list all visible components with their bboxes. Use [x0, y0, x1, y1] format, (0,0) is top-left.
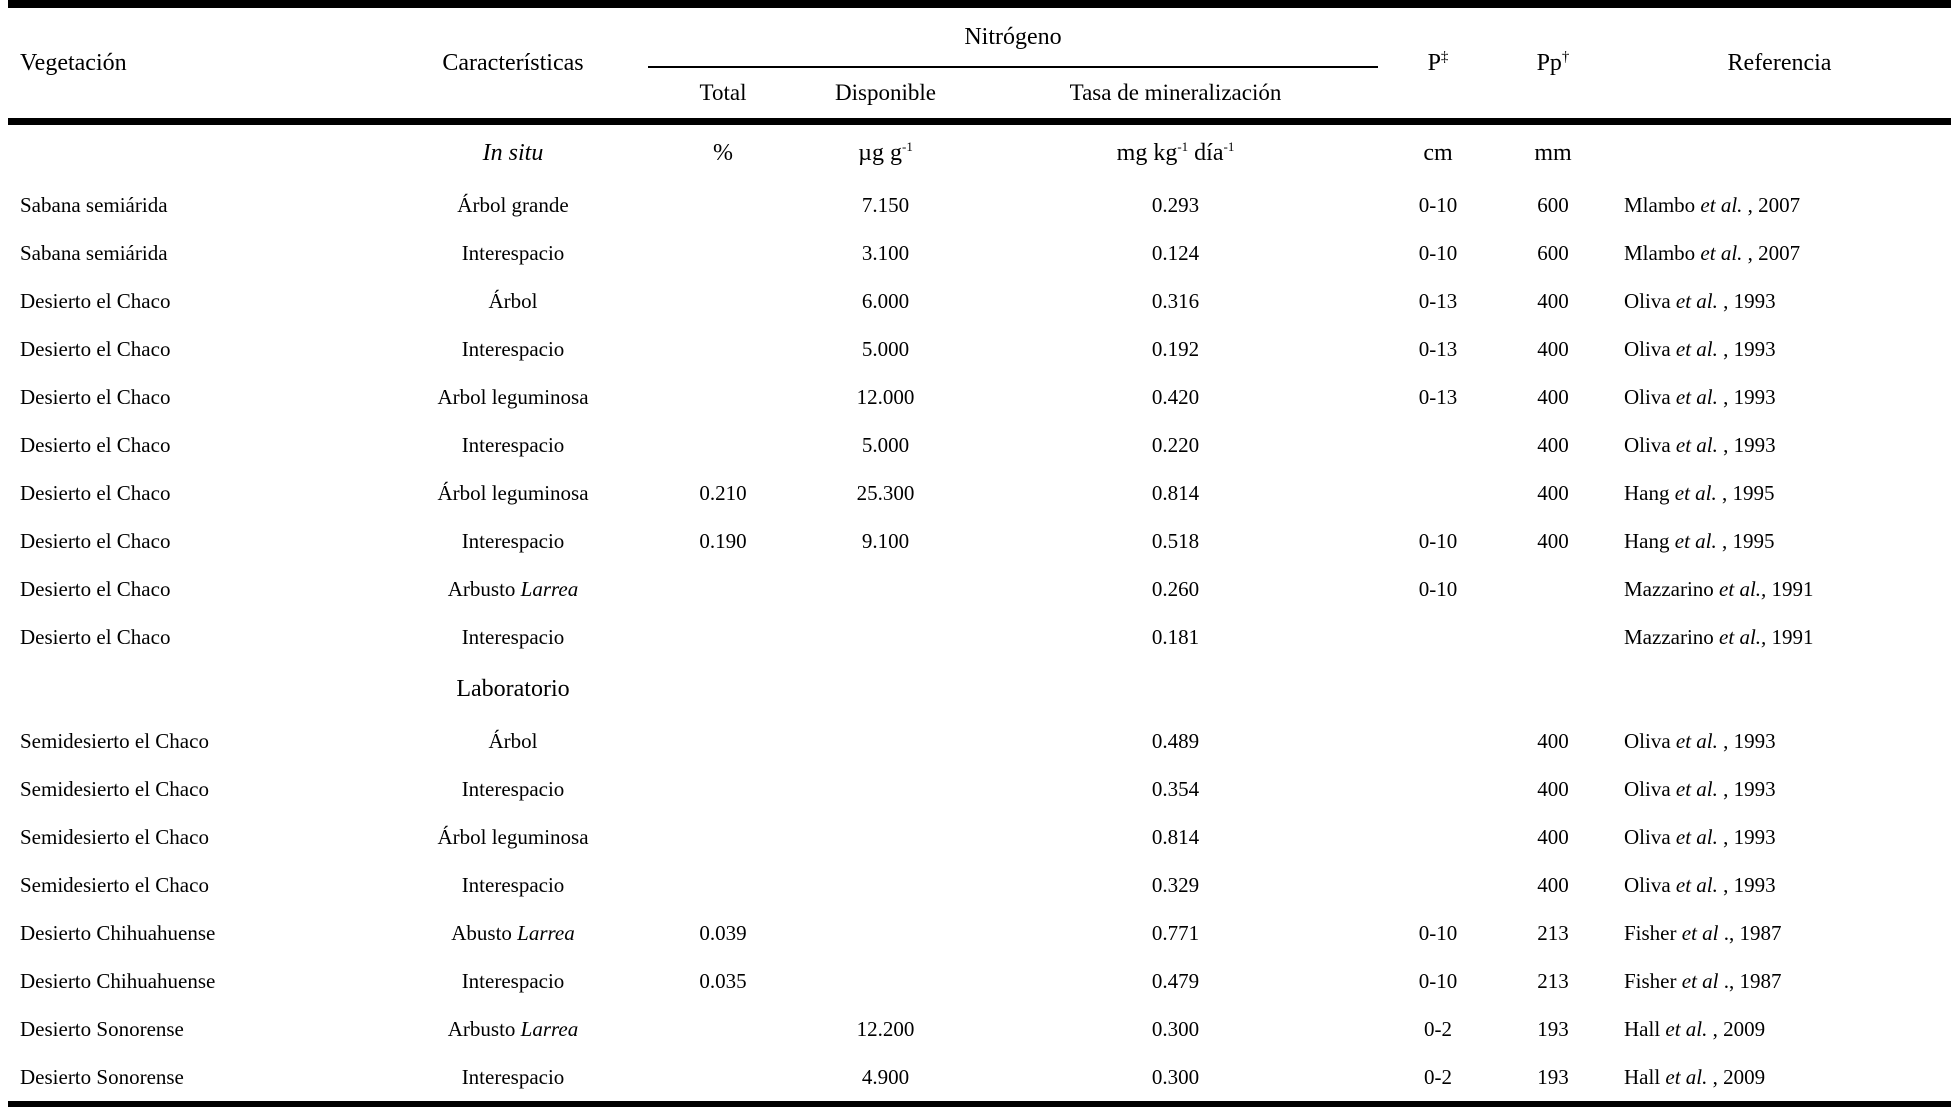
- cell-tasa-mineralizacion: [973, 661, 1378, 717]
- cell-caracteristicas: Árbol leguminosa: [437, 480, 589, 505]
- cell-pp: 400: [1537, 384, 1569, 409]
- cell-total: [648, 565, 798, 613]
- cell-referencia: [1608, 661, 1951, 717]
- table-row: [8, 421, 1951, 469]
- cell-vegetacion: Sabana semiárida: [20, 240, 168, 265]
- cell-referencia: Fisher et al ., 1987: [1624, 968, 1782, 993]
- table-row: [8, 181, 1951, 229]
- cell-pp: 213: [1537, 968, 1569, 993]
- cell-p: [1378, 469, 1498, 517]
- header-row-top: [8, 4, 1951, 67]
- table-row: [8, 325, 1951, 373]
- cell-caracteristicas: Abusto Larrea: [451, 920, 575, 945]
- cell-tasa-mineralizacion: 0.293: [1151, 192, 1200, 217]
- cell-disponible: [798, 765, 973, 813]
- cell-caracteristicas: Árbol: [488, 728, 538, 753]
- cell-total: [648, 181, 798, 229]
- cell-tasa-mineralizacion: 0.181: [1151, 624, 1200, 649]
- cell-vegetacion: Desierto el Chaco: [20, 384, 171, 409]
- cell-p: [1378, 861, 1498, 909]
- cell-vegetacion: Desierto Chihuahuense: [20, 920, 216, 945]
- cell-disponible: 3.100: [861, 240, 910, 265]
- cell-pp: 193: [1537, 1016, 1569, 1041]
- col-header-p: [1378, 4, 1498, 122]
- cell-disponible: 7.150: [861, 192, 910, 217]
- cell-total: [648, 1053, 798, 1106]
- cell-p: [1378, 813, 1498, 861]
- table-row: [8, 613, 1951, 661]
- table-row: [8, 517, 1951, 565]
- cell-p: 0-13: [1418, 288, 1458, 313]
- cell-total: 0.190: [699, 528, 747, 553]
- col-header-disponible: Disponible: [835, 80, 936, 105]
- table-row: [8, 957, 1951, 1005]
- cell-total: [648, 813, 798, 861]
- col-group-nitrogeno: [648, 4, 1378, 67]
- cell-tasa-mineralizacion: mg $kg^{-1}$ día$^{-1}$: [1116, 138, 1235, 166]
- cell-pp: [1498, 613, 1608, 661]
- table-row: [8, 813, 1951, 861]
- cell-p: cm: [1423, 139, 1453, 166]
- cell-vegetacion: Semidesierto el Chaco: [20, 728, 209, 753]
- cell-vegetacion: Desierto Sonorense: [20, 1016, 184, 1041]
- cell-tasa-mineralizacion: 0.814: [1151, 824, 1200, 849]
- table-row: [8, 1005, 1951, 1053]
- cell-total: [648, 277, 798, 325]
- col-header-referencia: Referencia: [1727, 49, 1832, 76]
- col-header-vegetacion: Vegetación: [20, 49, 127, 76]
- cell-referencia: Oliva et al. , 1993: [1624, 384, 1776, 409]
- cell-total: 0.210: [699, 480, 747, 505]
- cell-caracteristicas: Árbol leguminosa: [437, 824, 589, 849]
- cell-tasa-mineralizacion: 0.354: [1151, 776, 1200, 801]
- cell-tasa-mineralizacion: 0.771: [1151, 920, 1200, 945]
- cell-referencia: Hang et al. , 1995: [1624, 480, 1775, 505]
- cell-disponible: 5.000: [861, 432, 910, 457]
- cell-referencia: Oliva et al. , 1993: [1624, 288, 1776, 313]
- cell-tasa-mineralizacion: 0.489: [1151, 728, 1200, 753]
- cell-total: [648, 861, 798, 909]
- cell-caracteristicas: Arbol leguminosa: [437, 384, 589, 409]
- cell-total: [648, 421, 798, 469]
- cell-pp: [1498, 661, 1608, 717]
- cell-referencia: [1608, 122, 1951, 182]
- cell-pp: 213: [1537, 920, 1569, 945]
- cell-referencia: Oliva et al. , 1993: [1624, 336, 1776, 361]
- cell-disponible: 9.100: [861, 528, 910, 553]
- cell-caracteristicas: Interespacio: [461, 336, 565, 361]
- cell-pp: 400: [1537, 824, 1569, 849]
- cell-pp: 400: [1537, 776, 1569, 801]
- dagger-footnote-mark: †: [1561, 48, 1570, 65]
- cell-referencia: Mlambo et al. , 2007: [1624, 240, 1801, 265]
- cell-disponible: [798, 861, 973, 909]
- cell-p: 0-10: [1418, 240, 1458, 265]
- cell-disponible: µg $g^{-1}$: [858, 138, 913, 166]
- section-row-in-situ: [8, 122, 1951, 182]
- cell-vegetacion: Desierto Chihuahuense: [20, 968, 216, 993]
- cell-referencia: Mazzarino et al., 1991: [1624, 576, 1814, 601]
- col-header-tasa-mineralizacion: Tasa de mineralización: [1069, 80, 1282, 105]
- nitrogeno-label: Nitrógeno: [964, 23, 1062, 50]
- cell-vegetacion: [8, 661, 378, 717]
- cell-total: %: [713, 139, 733, 166]
- cell-referencia: Oliva et al. , 1993: [1624, 776, 1776, 801]
- cell-vegetacion: Semidesierto el Chaco: [20, 824, 209, 849]
- cell-tasa-mineralizacion: 0.192: [1151, 336, 1200, 361]
- cell-pp: 193: [1537, 1064, 1569, 1089]
- table-row: [8, 277, 1951, 325]
- cell-total: [648, 661, 798, 717]
- p-label: P: [1427, 49, 1441, 76]
- cell-caracteristicas: Laboratorio: [456, 675, 570, 702]
- cell-pp: 400: [1537, 872, 1569, 897]
- cell-disponible: 25.300: [856, 480, 915, 505]
- table-body: [8, 122, 1951, 1107]
- cell-referencia: Hang et al. , 1995: [1624, 528, 1775, 553]
- table-row: [8, 565, 1951, 613]
- col-header-caracteristicas: Características: [442, 49, 584, 76]
- table-row: [8, 861, 1951, 909]
- cell-caracteristicas: Arbusto Larrea: [447, 1016, 579, 1041]
- cell-disponible: [798, 813, 973, 861]
- cell-pp: 400: [1537, 336, 1569, 361]
- cell-tasa-mineralizacion: 0.124: [1151, 240, 1200, 265]
- cell-pp: mm: [1534, 139, 1572, 166]
- cell-caracteristicas: Interespacio: [461, 240, 565, 265]
- cell-total: 0.039: [699, 920, 747, 945]
- cell-disponible: [798, 565, 973, 613]
- cell-p: 0-10: [1418, 528, 1458, 553]
- cell-total: [648, 717, 798, 765]
- cell-tasa-mineralizacion: 0.814: [1151, 480, 1200, 505]
- cell-total: [648, 765, 798, 813]
- cell-pp: 400: [1537, 528, 1569, 553]
- cell-caracteristicas: Interespacio: [461, 1064, 565, 1089]
- cell-caracteristicas: Interespacio: [461, 968, 565, 993]
- cell-vegetacion: Desierto el Chaco: [20, 624, 171, 649]
- cell-disponible: 6.000: [861, 288, 910, 313]
- col-header-pp: [1498, 4, 1608, 122]
- nitrogen-mineralization-table: [8, 0, 1951, 1107]
- cell-vegetacion: Desierto el Chaco: [20, 336, 171, 361]
- cell-vegetacion: Desierto Sonorense: [20, 1064, 184, 1089]
- cell-pp: 400: [1537, 480, 1569, 505]
- cell-vegetacion: Desierto el Chaco: [20, 432, 171, 457]
- table-header: [8, 4, 1951, 122]
- cell-p: [1378, 421, 1498, 469]
- double-dagger-footnote-mark: ‡: [1440, 48, 1449, 65]
- cell-caracteristicas: Interespacio: [461, 624, 565, 649]
- cell-referencia: Hall et al. , 2009: [1624, 1016, 1766, 1041]
- cell-tasa-mineralizacion: 0.260: [1151, 576, 1200, 601]
- cell-p: 0-13: [1418, 336, 1458, 361]
- cell-disponible: [798, 717, 973, 765]
- cell-tasa-mineralizacion: 0.479: [1151, 968, 1200, 993]
- cell-pp: 400: [1537, 432, 1569, 457]
- cell-total: [648, 1005, 798, 1053]
- cell-caracteristicas: Interespacio: [461, 432, 565, 457]
- cell-tasa-mineralizacion: 0.518: [1151, 528, 1200, 553]
- cell-tasa-mineralizacion: 0.420: [1151, 384, 1200, 409]
- cell-total: [648, 613, 798, 661]
- cell-caracteristicas: In situ: [482, 139, 544, 166]
- cell-referencia: Mazzarino et al., 1991: [1624, 624, 1814, 649]
- cell-total: [648, 229, 798, 277]
- cell-caracteristicas: Interespacio: [461, 872, 565, 897]
- table-row: [8, 1053, 1951, 1106]
- cell-pp: 400: [1537, 728, 1569, 753]
- cell-vegetacion: Semidesierto el Chaco: [20, 776, 209, 801]
- cell-p: 0-13: [1418, 384, 1458, 409]
- cell-referencia: Hall et al. , 2009: [1624, 1064, 1766, 1089]
- cell-vegetacion: Desierto el Chaco: [20, 528, 171, 553]
- cell-p: 0-10: [1418, 192, 1458, 217]
- cell-disponible: 5.000: [861, 336, 910, 361]
- cell-vegetacion: Semidesierto el Chaco: [20, 872, 209, 897]
- cell-pp: [1498, 565, 1608, 613]
- cell-p: [1378, 661, 1498, 717]
- cell-caracteristicas: Árbol grande: [457, 192, 569, 217]
- cell-disponible: 12.000: [856, 384, 915, 409]
- table-row: [8, 717, 1951, 765]
- cell-caracteristicas: Árbol: [488, 288, 538, 313]
- cell-referencia: Fisher et al ., 1987: [1624, 920, 1782, 945]
- table-row: [8, 765, 1951, 813]
- cell-p: 0-10: [1418, 920, 1458, 945]
- cell-disponible: 4.900: [861, 1064, 910, 1089]
- cell-vegetacion: Sabana semiárida: [20, 192, 168, 217]
- col-header-total: Total: [699, 80, 747, 105]
- cell-p: [1378, 765, 1498, 813]
- cell-total: [648, 373, 798, 421]
- cell-p: 0-2: [1424, 1016, 1452, 1041]
- cell-tasa-mineralizacion: 0.220: [1151, 432, 1200, 457]
- cell-caracteristicas: Interespacio: [461, 528, 565, 553]
- cell-vegetacion: Desierto el Chaco: [20, 288, 171, 313]
- cell-p: 0-10: [1418, 576, 1458, 601]
- cell-referencia: Oliva et al. , 1993: [1624, 872, 1776, 897]
- pp-label: Pp: [1536, 49, 1562, 76]
- table-row: [8, 469, 1951, 517]
- cell-disponible: [798, 613, 973, 661]
- cell-referencia: Oliva et al. , 1993: [1624, 432, 1776, 457]
- cell-tasa-mineralizacion: 0.316: [1151, 288, 1200, 313]
- table-row: [8, 909, 1951, 957]
- cell-pp: 600: [1537, 240, 1569, 265]
- cell-disponible: [798, 909, 973, 957]
- cell-vegetacion: [8, 122, 378, 182]
- cell-caracteristicas: Arbusto Larrea: [447, 576, 579, 601]
- cell-disponible: [798, 661, 973, 717]
- table-row: [8, 229, 1951, 277]
- cell-pp: 600: [1537, 192, 1569, 217]
- cell-referencia: Oliva et al. , 1993: [1624, 728, 1776, 753]
- cell-vegetacion: Desierto el Chaco: [20, 480, 171, 505]
- cell-caracteristicas: Interespacio: [461, 776, 565, 801]
- cell-tasa-mineralizacion: 0.300: [1151, 1016, 1200, 1041]
- cell-disponible: 12.200: [856, 1016, 915, 1041]
- cell-pp: 400: [1537, 288, 1569, 313]
- cell-total: [648, 325, 798, 373]
- section-row-laboratorio: [8, 661, 1951, 717]
- cell-tasa-mineralizacion: 0.300: [1151, 1064, 1200, 1089]
- table-row: [8, 373, 1951, 421]
- cell-p: [1378, 613, 1498, 661]
- cell-disponible: [798, 957, 973, 1005]
- cell-tasa-mineralizacion: 0.329: [1151, 872, 1200, 897]
- cell-total: 0.035: [699, 968, 747, 993]
- cell-p: 0-10: [1418, 968, 1458, 993]
- cell-referencia: Oliva et al. , 1993: [1624, 824, 1776, 849]
- cell-referencia: Mlambo et al. , 2007: [1624, 192, 1801, 217]
- cell-p: 0-2: [1424, 1064, 1452, 1089]
- cell-p: [1378, 717, 1498, 765]
- cell-vegetacion: Desierto el Chaco: [20, 576, 171, 601]
